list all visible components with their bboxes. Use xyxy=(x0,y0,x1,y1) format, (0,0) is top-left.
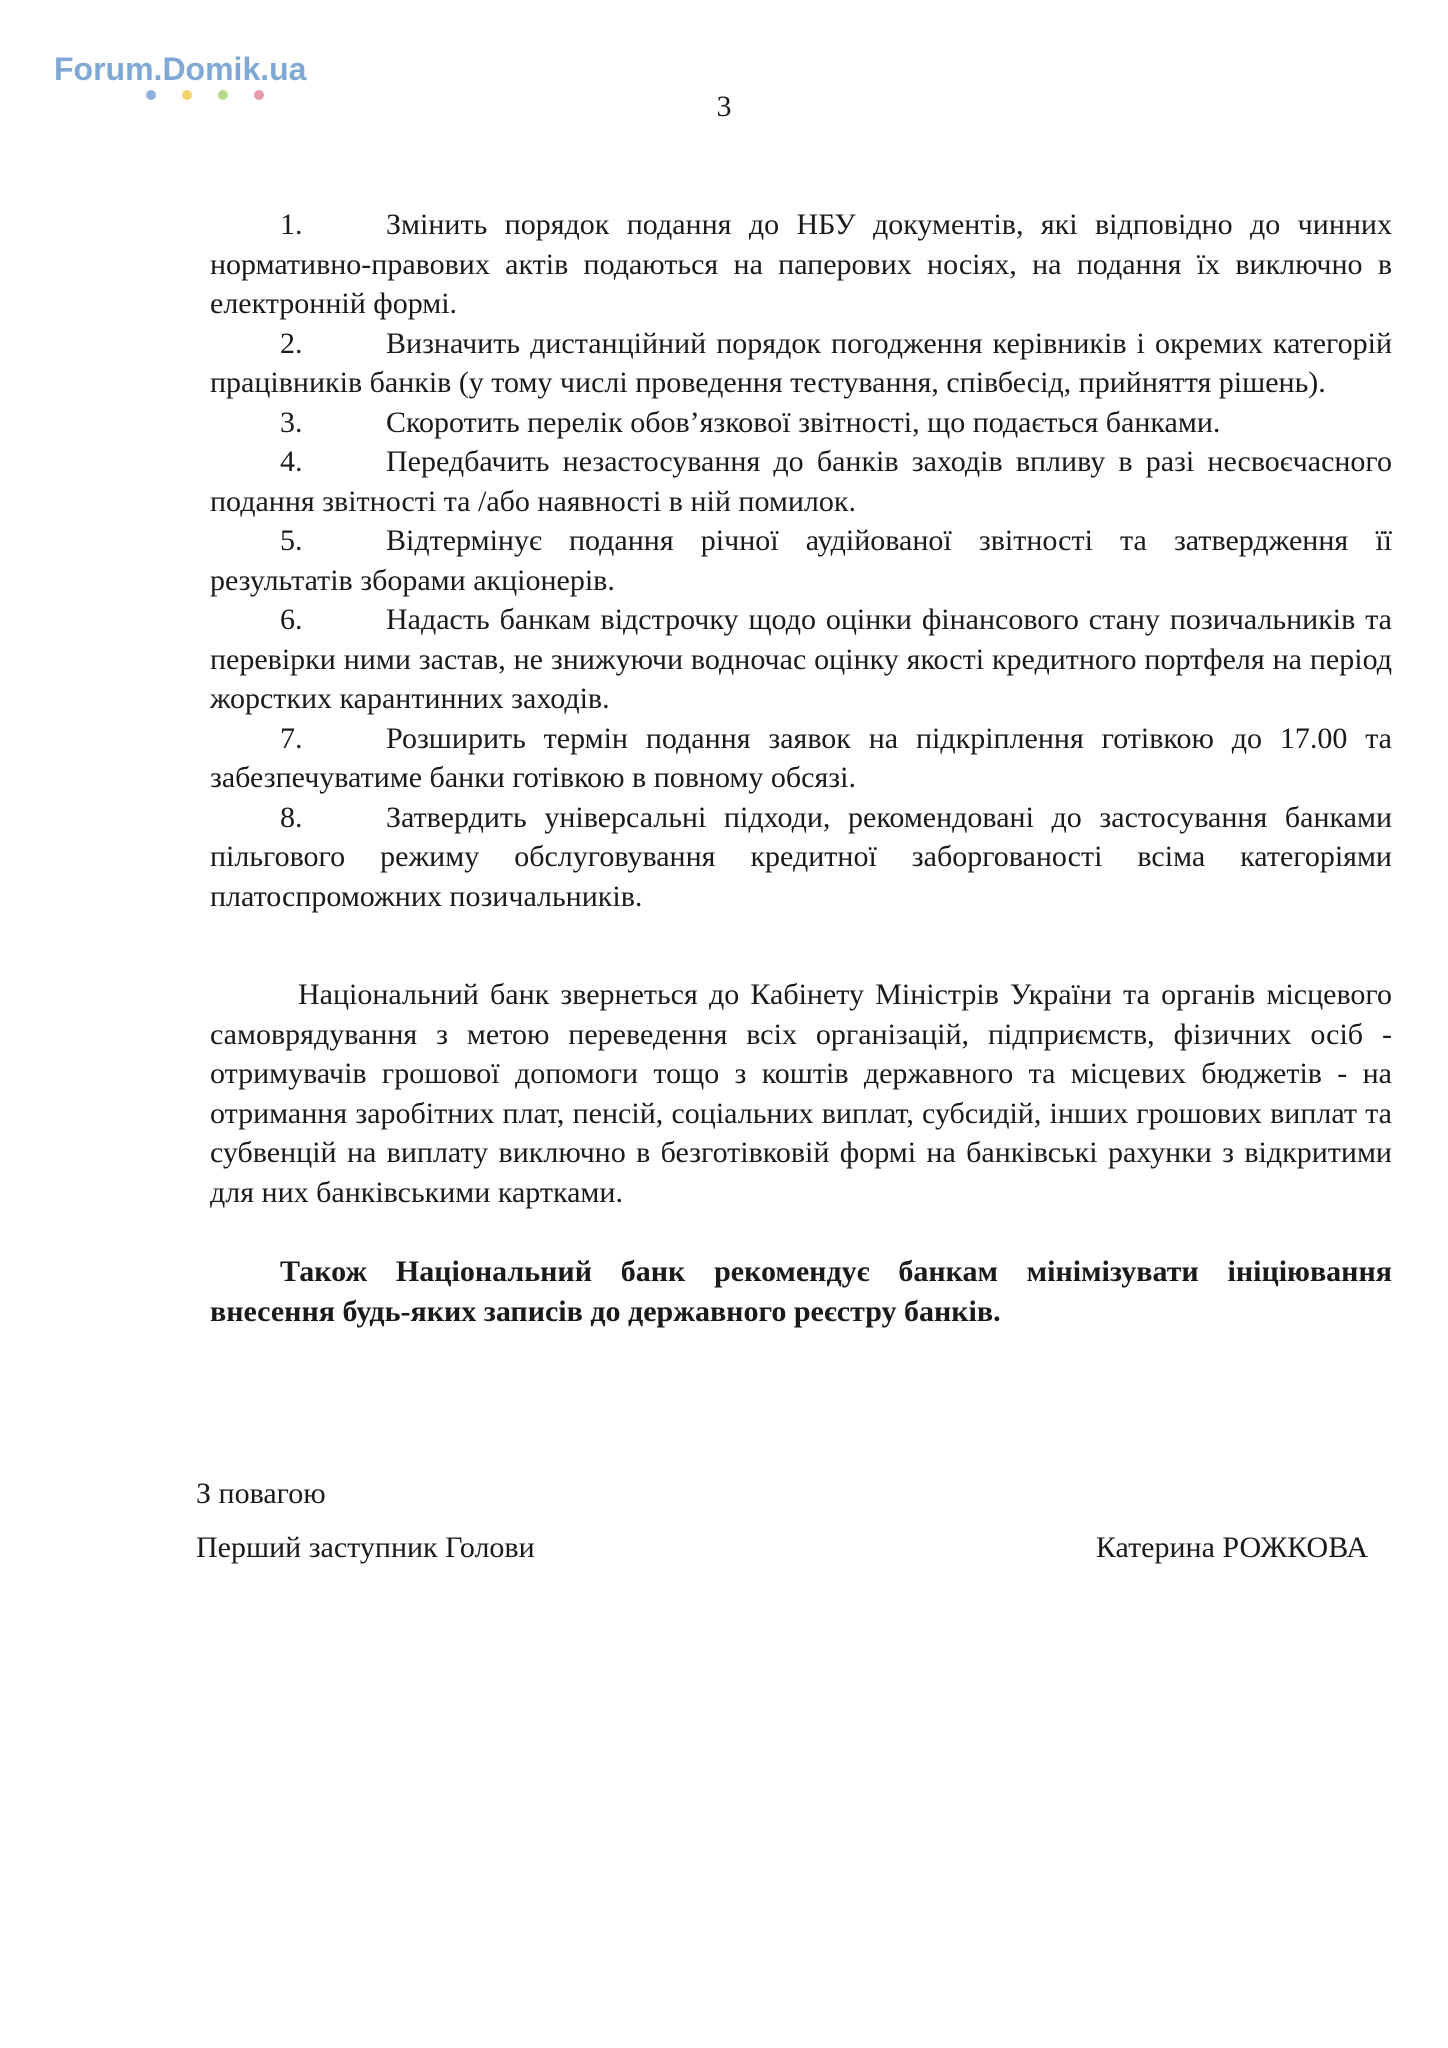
list-item xyxy=(210,205,1392,324)
signature-block xyxy=(196,1531,1368,1565)
list-item xyxy=(210,521,1392,600)
list-item xyxy=(210,798,1392,917)
list-item xyxy=(210,442,1392,521)
list-item xyxy=(210,600,1392,719)
list-item-number: 5. xyxy=(280,524,303,557)
watermark-text: Forum.Domik.ua xyxy=(54,51,307,87)
signatory-name: Катерина РОЖКОВА xyxy=(1095,1531,1368,1564)
list-item-text: Передбачить незастосування до банків заходів впливу в разі несвоєчасного подання звітності та /або наявності в ній помилок. xyxy=(210,445,1392,518)
list-item-text: Скоротить перелік обов’язкової звітності, що подається банками. xyxy=(386,405,1221,439)
list-item-number: 7. xyxy=(280,721,303,755)
list-item-number: 6. xyxy=(280,603,303,636)
body-paragraph: Національний банк звернеться до Кабінету Міністрів України та органів місцевого самоврядування з метою переведення всіх організацій, підприємств, фізичних осіб - отримувачів грошової допомоги тощо з коштів державного та місцевих бюджетів - на отримання заробітних плат, пенсій, соціальних виплат, субсидій, інших грошових виплат та субвенцій на виплату виключно в безготівковій формі на банківські рахунки з відкритими для них банківськими картками. xyxy=(210,978,1392,1209)
list-item-text: Розширить термін подання заявок на підкріплення готівкою до 17.00 та забезпечуватиме банки готівкою в повному обсязі. xyxy=(210,721,1392,794)
list-item-text: Змінить порядок подання до НБУ документів, які відповідно до чинних нормативно-правових актів подаються на паперових носіях, на подання їх виключно в електронній формі. xyxy=(210,208,1392,320)
list-item xyxy=(210,719,1392,798)
list-item-number: 4. xyxy=(280,445,303,478)
list-item-number: 2. xyxy=(280,326,303,360)
list-item-text: Відтермінує подання річної аудійованої звітності та затвердження її результатів зборами акціонерів. xyxy=(210,524,1392,597)
list-item-text: Визначить дистанційний порядок погодження керівників і окремих категорій працівників банків (у тому числі проведення тестування, співбесід, прийняття рішень). xyxy=(210,326,1392,399)
document-body xyxy=(210,205,1392,1331)
list-item-text: Надасть банкам відстрочку щодо оцінки фінансового стану позичальників та перевірки ними застав, не знижуючи водночас оцінку якості кредитного портфеля на період жорстких карантинних заходів. xyxy=(210,603,1392,715)
page-number: 3 xyxy=(716,90,732,123)
list-item-number: 1. xyxy=(280,208,303,241)
list-item xyxy=(210,324,1392,403)
bold-recommendation-paragraph: Також Національний банк рекомендує банкам мінімізувати ініціювання внесення будь-яких записів до державного реєстру банків. xyxy=(210,1255,1392,1328)
signatory-position: Перший заступник Голови xyxy=(196,1531,535,1564)
list-item-number: 3. xyxy=(280,405,303,439)
list-item-text: Затвердить універсальні підходи, рекомендовані до застосування банками пільгового режиму обслуговування кредитної заборгованості всіма категоріями платоспроможних позичальників. xyxy=(210,800,1392,913)
closing-salutation: З повагою xyxy=(196,1477,326,1510)
list-item-number: 8. xyxy=(280,800,303,834)
list-item xyxy=(210,403,1392,443)
